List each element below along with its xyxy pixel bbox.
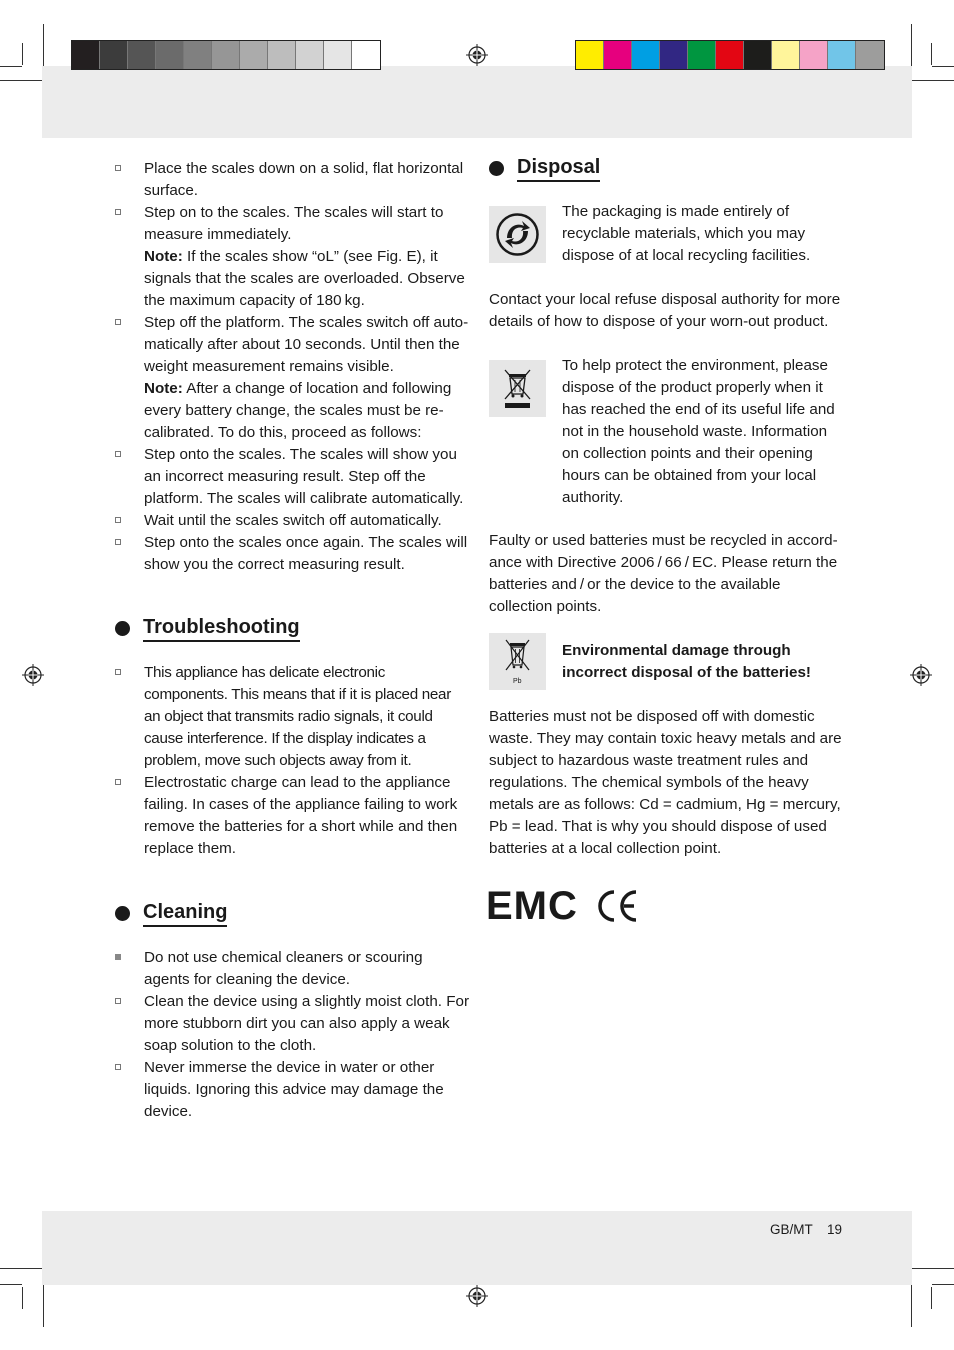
troubleshooting-heading [115, 615, 300, 642]
battery-warning: Environmental damage through incorrect disposal of the batteries! [562, 642, 811, 681]
color-swatch [856, 41, 884, 69]
packaging-text: The packaging is made entirely of recyclable materials, which you may dispose of at local recycling facilities. [562, 203, 811, 264]
bullet-icon [115, 517, 121, 523]
color-swatch [828, 41, 856, 69]
item-text: Never immerse the device in water or other liquids. Ignoring this advice may damage the device. [144, 1059, 444, 1120]
list-item [115, 772, 470, 860]
item-text: Do not use chemical cleaners or scouring agents for cleaning the device. [144, 949, 423, 988]
instruction-steps [115, 158, 470, 576]
color-swatch [716, 41, 744, 69]
note-label: Note: [144, 380, 183, 397]
step-text: Place the scales down on a solid, flat horizontal surface. [144, 160, 464, 199]
list-item [115, 1057, 470, 1123]
item-text: Clean the device using a slightly moist cloth. For more stubborn dirt you can also apply a weak soap solution to the cloth. [144, 993, 469, 1054]
color-swatch [240, 41, 268, 69]
color-swatch [688, 41, 716, 69]
color-swatch [604, 41, 632, 69]
bullet-icon [115, 539, 121, 545]
step-text: Wait until the scales switch off automatically. [144, 512, 442, 529]
color-swatch [100, 41, 128, 69]
registration-mark-icon [22, 664, 44, 686]
color-swatch [156, 41, 184, 69]
color-swatch [772, 41, 800, 69]
heavy-metals-text: Batteries must not be disposed off with domestic waste. They may contain toxic heavy metals and are subject to hazardous waste treatment rules and regulations. The chemical symbols of the heavy metals are as follows: Cd = cadmium, Hg = mercury, Pb = lead. That is why you should dispose of used batteries at a local collection point. [489, 708, 842, 857]
step-text: Step off the platform. The scales switch off auto-matically after about 10 seconds. Until then the weight measurement remains visible. [144, 314, 469, 375]
cleaning-heading [115, 900, 227, 927]
bullet-icon [115, 1064, 121, 1070]
process-color-bar [575, 40, 885, 70]
color-swatch [184, 41, 212, 69]
ce-mark-icon [596, 889, 640, 923]
list-item [115, 662, 470, 772]
color-swatch [268, 41, 296, 69]
color-swatch [800, 41, 828, 69]
item-text: Electrostatic charge can lead to the appliance failing. In cases of the appliance failing to work remove the batteries for a short while and then replace them. [144, 774, 458, 857]
registration-mark-icon [910, 664, 932, 686]
color-swatch [352, 41, 380, 69]
footer-lang: GB/MT [770, 1222, 813, 1237]
color-swatch [128, 41, 156, 69]
recycling-green-dot-icon [489, 206, 546, 263]
color-swatch [72, 41, 100, 69]
batteries-text: Faulty or used batteries must be recycled in accord-ance with Directive 2006 / 66 / EC. Please return the batteries and / or the device to the available collection points. [489, 532, 838, 615]
bullet-icon [115, 669, 121, 675]
color-swatch [324, 41, 352, 69]
heading-dot-icon [115, 621, 130, 636]
step-text: Step onto the scales. The scales will show you an incorrect measuring result. Step off the platform. The scales will calibrate automatically. [144, 446, 464, 507]
color-swatch [744, 41, 772, 69]
heading-text: Cleaning [143, 900, 227, 927]
warning-bullet-icon [115, 954, 121, 960]
color-swatch [212, 41, 240, 69]
bullet-icon [115, 165, 121, 171]
list-item [115, 312, 470, 444]
disposal-heading [489, 155, 600, 182]
gray-color-bar [71, 40, 381, 70]
emc-mark: EMC [486, 884, 578, 928]
list-item [115, 532, 470, 576]
note-text: After a change of location and following every battery change, the scales must be re-calibrated. To do this, proceed as follows: [144, 380, 452, 441]
header-band [42, 66, 912, 138]
note-text: If the scales show “oL” (see Fig. E), it signals that the scales are overloaded. Observe the maximum capacity of 180 kg. [144, 248, 465, 309]
bullet-icon [115, 998, 121, 1004]
troubleshooting-list [115, 662, 470, 860]
page-number: 19 [827, 1222, 843, 1237]
registration-mark-icon [466, 1285, 488, 1307]
note-label: Note: [144, 248, 183, 265]
list-item [115, 991, 470, 1057]
protect-text: To help protect the environment, please dispose of the product properly when it has reached the end of its useful life and not in the household waste. Information on collection points and their opening hours can be obtained from your local authority. [562, 357, 835, 506]
bullet-icon [115, 209, 121, 215]
color-swatch [296, 41, 324, 69]
heading-text: Troubleshooting [143, 615, 300, 642]
list-item [115, 510, 470, 532]
list-item [115, 444, 470, 510]
color-swatch [660, 41, 688, 69]
pb-label: Pb [513, 678, 522, 685]
contact-text: Contact your local refuse disposal authority for more details of how to dispose of your worn-out product. [489, 291, 841, 330]
crossed-out-bin-icon [489, 360, 546, 417]
bullet-icon [115, 779, 121, 785]
heading-dot-icon [115, 906, 130, 921]
list-item [115, 202, 470, 312]
bullet-icon [115, 451, 121, 457]
crossed-out-bin-pb-icon [489, 633, 546, 690]
list-item [115, 158, 470, 202]
step-text: Step on to the scales. The scales will start to measure immediately. [144, 204, 444, 243]
color-swatch [632, 41, 660, 69]
color-swatch [576, 41, 604, 69]
item-text: This appliance has delicate electronic components. This means that if it is placed near an object that transmits radio signals, it could cause interference. If the display indicates a problem, move such objects away from it. [144, 664, 451, 769]
list-item [115, 947, 470, 991]
registration-mark-icon [466, 44, 488, 66]
step-text: Step onto the scales once again. The scales will show you the correct measuring result. [144, 534, 468, 573]
cleaning-list [115, 947, 470, 1123]
bullet-icon [115, 319, 121, 325]
heading-text: Disposal [517, 155, 600, 182]
heading-dot-icon [489, 161, 504, 176]
